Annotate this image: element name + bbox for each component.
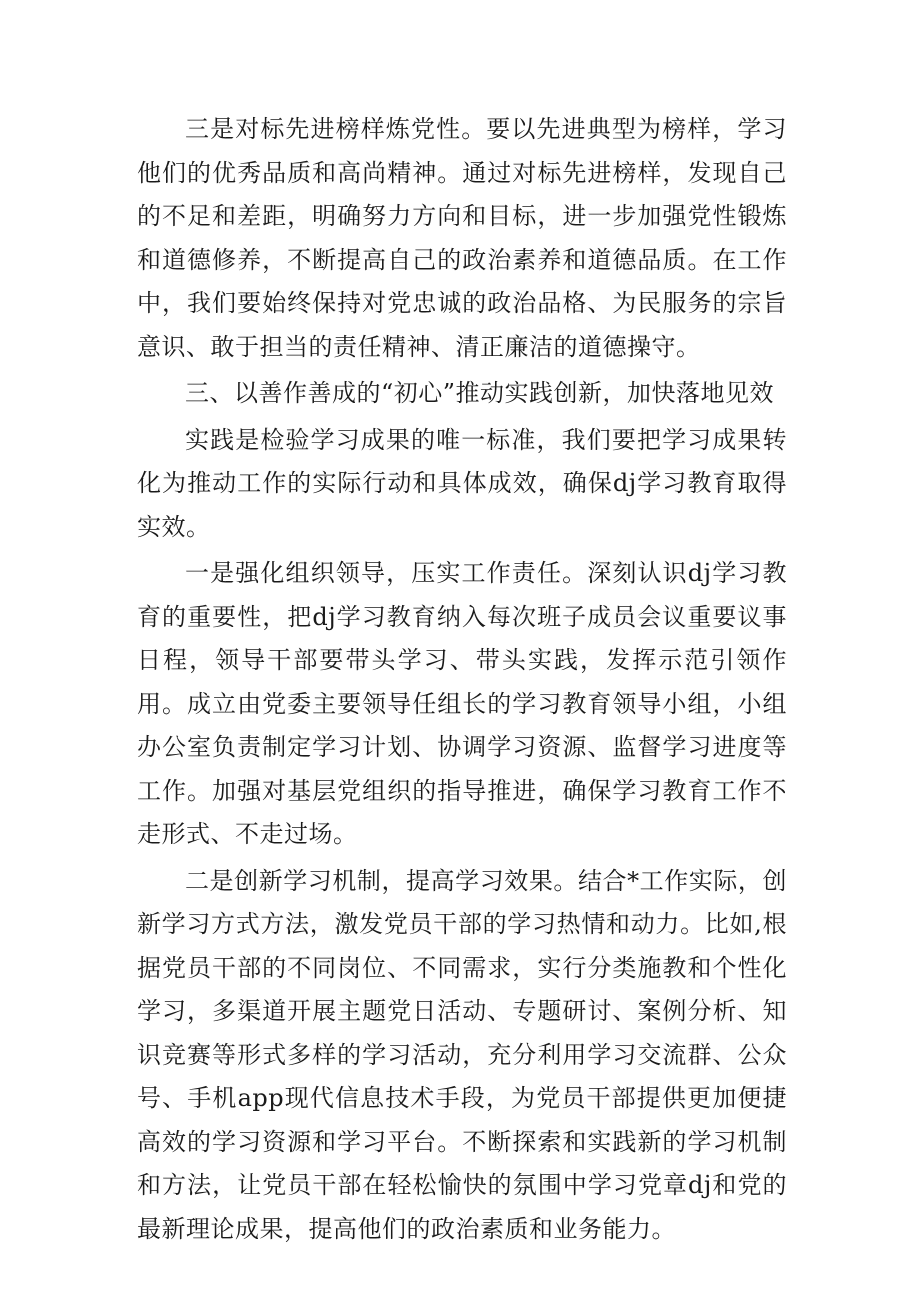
section-heading-three: 三、以善作善成的“初心”推动实践创新，加快落地见效 [185, 379, 775, 407]
paragraph-point-two: 二是创新学习机制，提高学习效果。结合*工作实际，创新学习方式方法，激发党员干部的学习热情和动力。比如,根据党员干部的不同岗位、不同需求，实行分类施教和个性化学习，多渠道开展主题党日活动、专题研讨、案例分析、知识竞赛等形式多样的学习活动，充分利用学习交流群、公众号、手机app现代信息技术手段，为党员干部提供更加便捷高效的学习资源和学习平台。不断探索和实践新的学习机制和方法，让党员干部在轻松愉快的氛围中学习党章dj和党的最新理论成果，提高他们的政治素质和业务能力。 [137, 866, 787, 1243]
paragraph-point-one: 一是强化组织领导，压实工作责任。深刻认识dj学习教育的重要性，把dj学习教育纳入每次班子成员会议重要议事日程，领导干部要带头学习、带头实践，发挥示范引领作用。成立由党委主要领导任组长的学习教育领导小组，小组办公室负责制定学习计划、协调学习资源、监督学习进度等工作。加强对基层党组织的指导推进，确保学习教育工作不走形式、不走过场。 [137, 559, 787, 848]
paragraph-point-three: 三是对标先进榜样炼党性。要以先进典型为榜样，学习他们的优秀品质和高尚精神。通过对标先进榜样，发现自己的不足和差距，明确努力方向和目标，进一步加强党性锻炼和道德修养，不断提高自己的政治素养和道德品质。在工作中，我们要始终保持对党忠诚的政治品格、为民服务的宗旨意识、敢于担当的责任精神、清正廉洁的道德操守。 [137, 115, 787, 361]
document-body [137, 108, 787, 1254]
paragraph-practice-intro: 实践是检验学习成果的唯一标准，我们要把学习成果转化为推动工作的实际行动和具体成效，确保dj学习教育取得实效。 [137, 425, 787, 541]
